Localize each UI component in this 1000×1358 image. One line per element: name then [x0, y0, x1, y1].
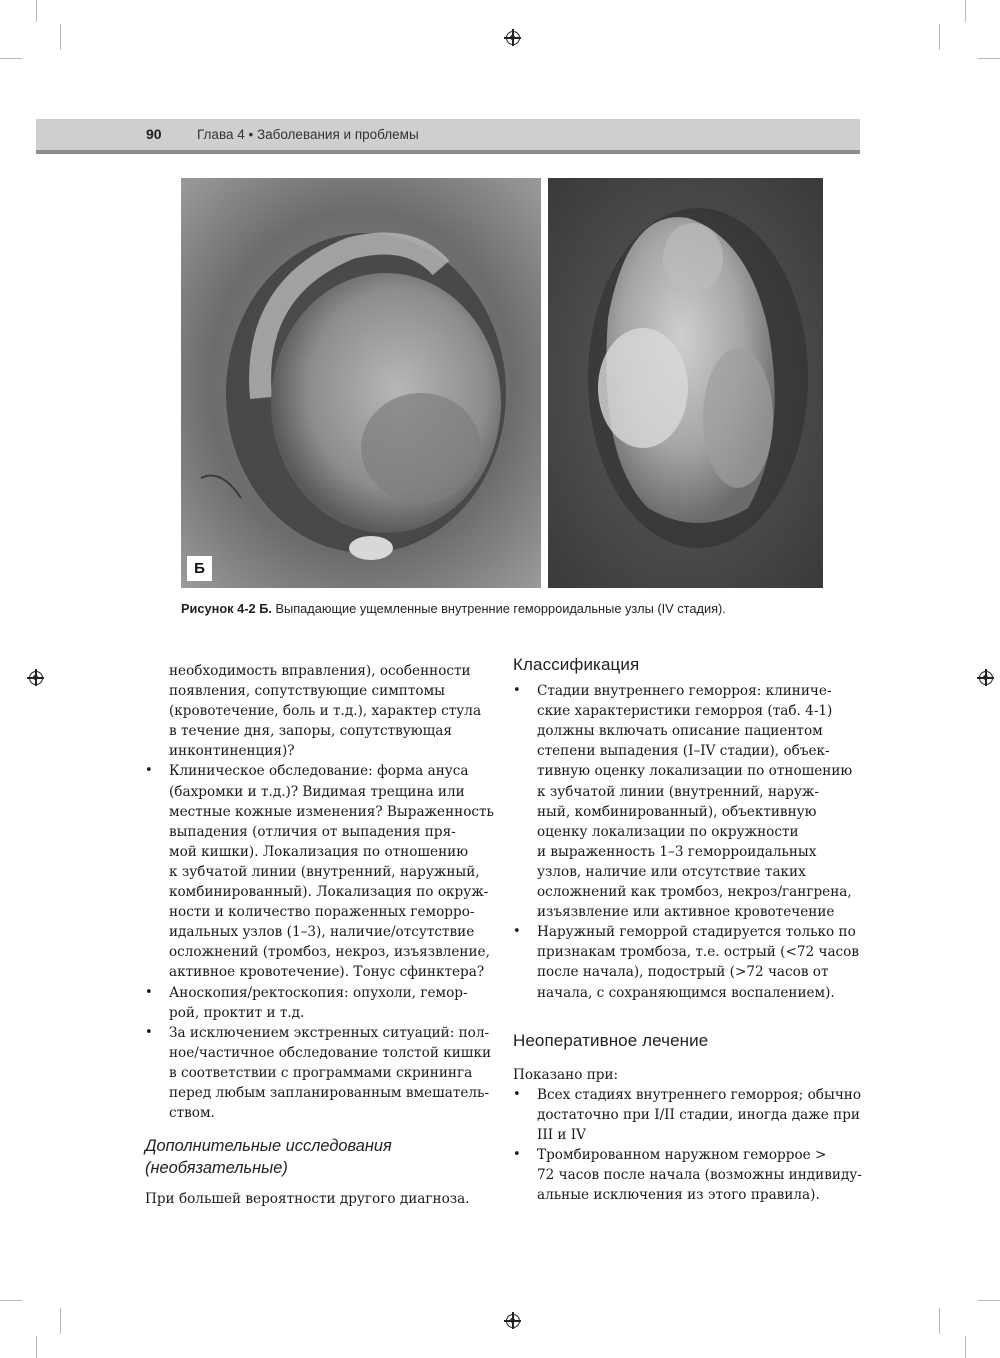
- text-line: III и IV: [537, 1126, 586, 1143]
- crop-mark: [36, 0, 37, 22]
- text-line: узлов, наличие или отсутствие таких: [537, 863, 806, 880]
- crop-mark: [0, 1300, 22, 1301]
- crop-mark: [60, 1308, 61, 1334]
- list-item: [145, 761, 505, 982]
- text-line: в соответствии с программами скрининга: [169, 1064, 473, 1081]
- figure-photo-left: [181, 178, 541, 588]
- section-title-nonoperative: Неоперативное лечение: [513, 1030, 709, 1050]
- crop-mark: [978, 58, 1000, 59]
- text-line: инконтиненция)?: [169, 743, 295, 760]
- crop-mark: [939, 24, 940, 50]
- crop-mark: [36, 1336, 37, 1358]
- text-line: альные исключения из этого правила).: [537, 1187, 820, 1204]
- text-line: необходимость вправления), особенности: [169, 663, 471, 679]
- list-item: [145, 983, 505, 1023]
- text-line: • Клиническое обследование: форма ануса: [169, 763, 469, 780]
- figure-caption: [181, 601, 881, 616]
- list-item: [513, 1145, 873, 1205]
- crop-mark: [965, 0, 966, 22]
- text-line: комбинированный). Локализация по окруж-: [169, 884, 489, 901]
- text-line: осложнений (тромбоз, некроз, изъязвление,: [169, 944, 490, 961]
- text-line: ством.: [169, 1105, 215, 1122]
- subheading-additional-tests: [145, 1135, 505, 1179]
- text-line: к зубчатой линии (внутренний, наруж-: [537, 783, 819, 800]
- text-line: и выраженность 1–3 геморроидальных: [537, 843, 817, 860]
- crop-mark: [0, 58, 22, 59]
- text-line: ности и количество пораженных геморро-: [169, 904, 475, 921]
- section-title-classification: Классификация: [513, 655, 640, 674]
- figure-photo-right: [548, 178, 823, 588]
- text-line: • За исключением экстренных ситуаций: пол-: [169, 1024, 490, 1041]
- text-line: • Всех стадиях внутреннего геморроя; обычно: [537, 1086, 862, 1103]
- text-line: • Аноскопия/ректоскопия: опухоли, гемор-: [169, 984, 468, 1001]
- chapter-title: Глава 4 • Заболевания и проблемы: [197, 127, 419, 142]
- text-line: степени выпадения (I–IV стадии), объек-: [537, 743, 830, 760]
- crop-mark: [939, 1308, 940, 1334]
- registration-mark-icon: [29, 671, 43, 685]
- text-line: ное/частичное обследование толстой кишки: [169, 1044, 492, 1061]
- text-line: • Наружный геморрой стадируется только по: [537, 924, 856, 941]
- list-item: [513, 922, 873, 1002]
- text-line: осложнений как тромбоз, некроз/гангрена,: [537, 884, 852, 901]
- panel-label: Б: [187, 556, 212, 581]
- text-line: оценку локализации по окружности: [537, 823, 799, 840]
- caption-label: Рисунок 4-2 Б.: [181, 601, 272, 616]
- text-line: в течение дня, запоры, сопутствующая: [169, 723, 452, 740]
- text-line: (кровотечение, боль и т.д.), характер стула: [169, 703, 482, 720]
- text-line: признакам тромбоза, т.е. острый (<72 часов: [537, 944, 860, 961]
- right-column: [513, 655, 873, 1205]
- page-number: 90: [146, 126, 162, 142]
- text-line: • Стадии внутреннего геморроя: клиниче-: [537, 683, 832, 700]
- list-item: [145, 1023, 505, 1123]
- registration-mark-icon: [506, 1314, 520, 1328]
- registration-mark-icon: [979, 671, 993, 685]
- running-header: [36, 119, 860, 154]
- text-line: выпадения (отличия от выпадения пря-: [169, 823, 456, 840]
- paragraph: При большей вероятности другого диагноза.: [145, 1191, 470, 1208]
- crop-mark: [60, 24, 61, 50]
- text-line: тивную оценку локализации по отношению: [537, 763, 853, 780]
- text-line: появления, сопутствующие симптомы: [169, 683, 445, 700]
- crop-mark: [978, 1300, 1000, 1301]
- text-line: достаточно при I/II стадии, иногда даже при: [537, 1106, 860, 1123]
- paragraph: Показано при:: [513, 1066, 619, 1083]
- list-item: [513, 681, 873, 922]
- text-line: перед любым запланированным вмешатель-: [169, 1084, 490, 1101]
- caption-text: Выпадающие ущемленные внутренние геморроидальные узлы (IV стадия).: [275, 601, 726, 616]
- text-line: ские характеристики геморроя (таб. 4-1): [537, 703, 833, 720]
- text-line: • Тромбированном наружном геморрое >: [537, 1147, 827, 1164]
- text-line: должны включать описание пациентом: [537, 723, 823, 740]
- text-line: Дополнительные исследования: [145, 1137, 392, 1156]
- text-line: активное кровотечение). Тонус сфинктера?: [169, 964, 485, 981]
- text-line: (необязательные): [145, 1159, 288, 1178]
- text-line: рой, проктит и т.д.: [169, 1004, 305, 1021]
- left-column: [145, 661, 505, 1209]
- text-line: идальных узлов (1–3), наличие/отсутствие: [169, 924, 475, 941]
- text-line: мой кишки). Локализация по отношению: [169, 843, 469, 860]
- crop-mark: [965, 1336, 966, 1358]
- list-item: [513, 1085, 873, 1145]
- text-line: местные кожные изменения? Выраженность: [169, 803, 494, 820]
- continued-paragraph: [145, 661, 505, 761]
- text-line: изъязвление или активное кровотечение: [537, 904, 835, 921]
- registration-mark-icon: [506, 31, 520, 45]
- text-line: (бахромки и т.д.)? Видимая трещина или: [169, 783, 465, 800]
- text-line: 72 часов после начала (возможны индивиду-: [537, 1167, 862, 1184]
- text-line: после начала), подострый (>72 часов от: [537, 964, 829, 981]
- text-line: к зубчатой линии (внутренний, наружный,: [169, 863, 480, 880]
- text-line: ный, комбинированный), объективную: [537, 803, 817, 820]
- text-line: начала, с сохраняющимся воспалением).: [537, 984, 835, 1001]
